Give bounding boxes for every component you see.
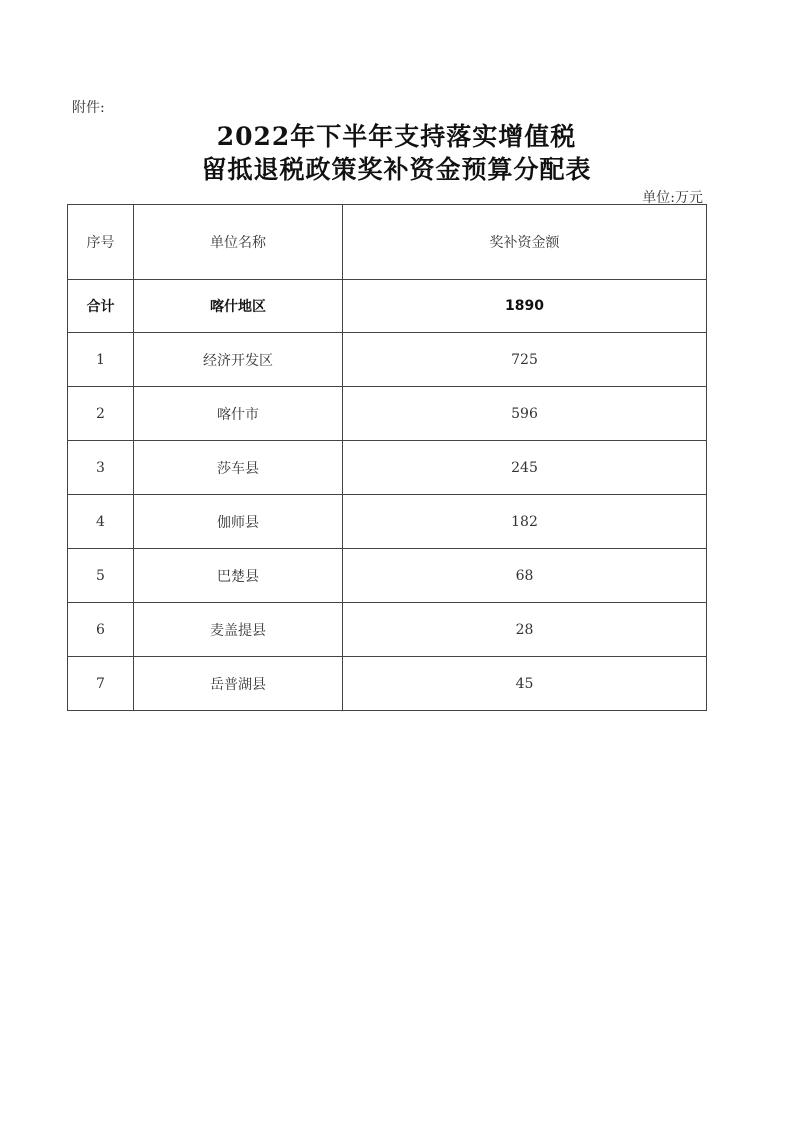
allocation-table — [67, 204, 707, 711]
row-index-cell: 7 — [68, 657, 134, 711]
table-row — [68, 603, 707, 657]
column-header-index: 序号 — [68, 205, 134, 280]
row-index-cell: 1 — [68, 333, 134, 387]
table-header-row — [68, 205, 707, 280]
table-row — [68, 333, 707, 387]
row-index-cell: 5 — [68, 549, 134, 603]
table-row — [68, 495, 707, 549]
column-header-amount: 奖补资金额 — [343, 205, 707, 280]
row-amount-cell: 725 — [343, 333, 707, 387]
row-name-cell: 喀什市 — [134, 387, 343, 441]
unit-label: 单位:万元 — [642, 190, 703, 206]
row-amount-cell: 45 — [343, 657, 707, 711]
total-amount-cell: 1890 — [343, 280, 707, 333]
total-row — [68, 280, 707, 333]
row-amount-cell: 182 — [343, 495, 707, 549]
page-title-line-1: 2022年下半年支持落实增值税 — [216, 122, 577, 151]
row-name-cell: 伽师县 — [134, 495, 343, 549]
table-row — [68, 549, 707, 603]
row-index-cell: 6 — [68, 603, 134, 657]
table-row — [68, 441, 707, 495]
row-name-cell: 经济开发区 — [134, 333, 343, 387]
row-amount-cell: 28 — [343, 603, 707, 657]
row-amount-cell: 596 — [343, 387, 707, 441]
page-title-line-2: 留抵退税政策奖补资金预算分配表 — [201, 155, 592, 184]
total-name-cell: 喀什地区 — [134, 280, 343, 333]
row-index-cell: 2 — [68, 387, 134, 441]
row-name-cell: 巴楚县 — [134, 549, 343, 603]
table-row — [68, 387, 707, 441]
row-name-cell: 麦盖提县 — [134, 603, 343, 657]
row-amount-cell: 68 — [343, 549, 707, 603]
row-name-cell: 莎车县 — [134, 441, 343, 495]
row-amount-cell: 245 — [343, 441, 707, 495]
row-index-cell: 4 — [68, 495, 134, 549]
row-name-cell: 岳普湖县 — [134, 657, 343, 711]
column-header-name: 单位名称 — [134, 205, 343, 280]
total-index-cell: 合计 — [68, 280, 134, 333]
attachment-label: 附件: — [72, 100, 105, 116]
table-row — [68, 657, 707, 711]
row-index-cell: 3 — [68, 441, 134, 495]
